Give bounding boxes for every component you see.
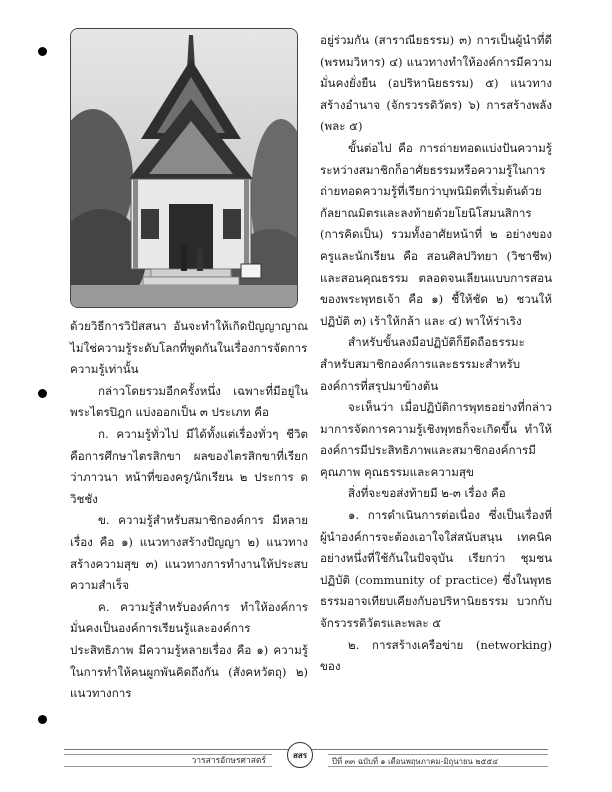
paragraph: ด้วยวิธีการวิปัสสนา อันจะทำให้เกิดปัญญาญาณ ไม่ใช่ความรู้ระดับโลกที่พูดกันในเรื่องการจัดการความรู้เท่านั้น <box>70 319 308 377</box>
paragraph: ก. ความรู้ทั่วไป มีได้ทั้งแต่เรื่องทั่วๆ ชีวิต คือการศึกษาไตรสิกขา ผลของไตรสิกขาที่เรียกว่าภาวนา หน้าที่ของครู/นักเรียน ๒ ประการ ดวิชชัง <box>70 426 308 506</box>
paragraph: จะเห็นว่า เมื่อปฏิบัติการพุทธอย่างที่กล่าวมาการจัดการความรู้เชิงพุทธก็จะเกิดขึ้น ทำให้องค์การมีประสิทธิภาพและสมาชิกองค์การมีคุณภาพ คุณธรรมและความสุข <box>320 400 552 479</box>
paragraph: ขั้นต่อไป คือ การถ่ายทอดแบ่งปันความรู้ระหว่างสมาชิกก็อาศัยธรรมหรือความรู้ในการถ่ายทอดความรู้ที่เรียกว่าบุพนิมิตที่เริ่มต้นด้วยกัลยาณมิตรและลงท้ายด้วยโยนิโสมนสิการ (การคิดเป็น) รวมทั้งอาศัยหน้าที่ ๒ อย่างของครูและนักเรียน คือ สอนศิลปวิทยา (วิชาชีพ) และสอนคุณธรรม ตลอดจนเลียนแบบการสอนของพระพุทธเจ้า คือ ๑) ชี้ให้ชัด ๒) ชวนให้ปฏิบัติ ๓) เร้าให้กล้า และ ๔) พาให้ร่าเริง <box>320 140 552 328</box>
paragraph: สำหรับขั้นลงมือปฏิบัติก็ยึดถือธรรมะสำหรับสมาชิกองค์การและธรรมะสำหรับองค์การที่สรุปมาข้างต้น <box>320 335 525 393</box>
paragraph: กล่าวโดยรวมอีกครั้งหนึ่ง เฉพาะที่มีอยู่ในพระไตรปิฎก แบ่งออกเป็น ๓ ประเภท คือ <box>70 383 308 420</box>
journal-name: วารสารอักษรศาสตร์ <box>64 754 272 767</box>
paragraph: ๑. การดำเนินการต่อเนื่อง ซึ่งเป็นเรื่องที่ผู้นำองค์การจะต้องเอาใจใส่สนับสนุน เทคนิคอย่างหนึ่งที่ใช้กันในปัจจุบัน เรียกว่า ชุมชนปฏิบัติ (community of practice) ซึ่งในพุทธธรรมอาจเทียบเคียงกับอปริหานิยธรรม บวกกับจักรวรรดิวัตรและพละ ๕ <box>320 508 552 631</box>
punch-hole-bottom <box>38 715 47 724</box>
left-text-column <box>70 316 308 705</box>
issue-info: ปีที่ ๓๓ ฉบับที่ ๑ เดือนพฤษภาคม-มิถุนายน ๒๕๕๔ <box>328 754 548 767</box>
temple-photo <box>70 28 298 308</box>
right-text-column <box>320 30 552 678</box>
temple-illustration <box>71 29 297 307</box>
paragraph: ค. ความรู้สำหรับองค์การ ทำให้องค์การมั่นคงเป็นองค์การเรียนรู้และองค์การประสิทธิภาพ มีความรู้หลายเรื่อง คือ ๑) ความรู้ในการทำให้คนผูกพันคิดถึงกัน (สังคหวัตถุ) ๒) แนวทางการ <box>70 599 308 701</box>
paragraph: ข. ความรู้สำหรับสมาชิกองค์การ มีหลายเรื่อง คือ ๑) แนวทางสร้างปัญญา ๒) แนวทางสร้างความสุข ๓) แนวทางการทำงานให้ประสบความสำเร็จ <box>70 513 308 593</box>
paragraph: อยู่ร่วมกัน (สาราณียธรรม) ๓) การเป็นผู้นำที่ดี (พรหมวิหาร) ๔) แนวทางทำให้องค์การมีความมั่นคงยั่งยืน (อปริหานิยธรรม) ๕) แนวทางสร้างอำนาจ (จักรวรรดิวัตร) ๖) การสร้างพลัง (พละ ๕) <box>320 33 552 134</box>
punch-hole-middle <box>38 389 47 398</box>
paragraph: สิ่งที่จะขอส่งท้ายมี ๒-๓ เรื่อง คือ <box>348 486 506 501</box>
paragraph: ๒. การสร้างเครือข่าย (networking) ของ <box>320 637 552 674</box>
journal-logo: สสร <box>287 742 313 768</box>
punch-hole-top <box>38 47 47 56</box>
